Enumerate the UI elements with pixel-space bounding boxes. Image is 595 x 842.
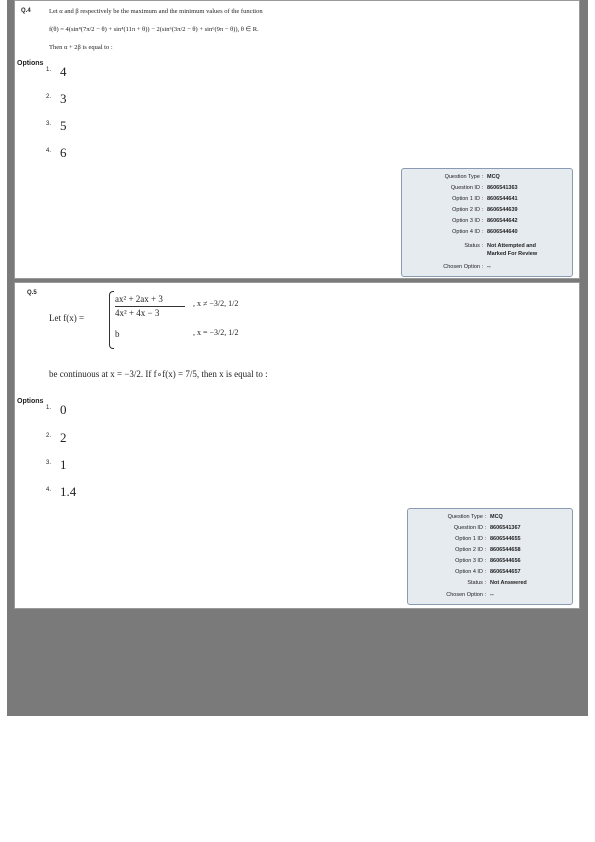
case1-condition: , x ≠ −3/2, 1/2 <box>193 299 239 308</box>
status-text: Not Answered <box>490 580 527 586</box>
question-number: Q.4 <box>21 8 31 14</box>
v-text: 5 <box>60 118 67 133</box>
case2-value: b <box>115 329 120 339</box>
options-label: Options <box>17 60 44 67</box>
piecewise-brace <box>109 291 114 349</box>
status-b-text: Marked For Review <box>487 251 538 257</box>
status-label-text: Status : <box>467 580 486 586</box>
id-text: 8606541367 <box>490 525 521 531</box>
v-text: 2 <box>60 430 67 445</box>
question-4-panel <box>14 0 580 279</box>
status-a-text: Not Attempted and <box>487 243 536 249</box>
function-label: Let f(x) = <box>49 313 85 323</box>
case1-numerator: ax² + 2ax + 3 <box>115 294 163 304</box>
n-text: 4. <box>46 487 52 493</box>
question-prompt: Then α + 2β is equal to : <box>49 44 113 51</box>
o3-text: 8606544642 <box>487 218 518 224</box>
o2-label-text: Option 2 ID : <box>452 207 483 213</box>
status-label-text: Status : <box>464 243 483 249</box>
o2-label-text: Option 2 ID : <box>455 547 486 553</box>
n-text: 2. <box>46 433 52 439</box>
o1-label-text: Option 1 ID : <box>452 196 483 202</box>
n-text: 3. <box>46 121 52 127</box>
o4-label-text: Option 4 ID : <box>455 569 486 575</box>
id-label-text: Question ID : <box>453 525 486 531</box>
id-text: 8606541363 <box>487 185 518 191</box>
case2-condition: , x = −3/2, 1/2 <box>193 328 239 337</box>
question-text: Let α and β respectively be the maximum and the minimum values of the function <box>49 8 263 15</box>
v-text: 6 <box>60 145 67 160</box>
options-label: Options <box>17 398 44 405</box>
o3-text: 8606544656 <box>490 558 521 564</box>
question-info-panel <box>407 508 573 605</box>
v-text: 1.4 <box>60 484 77 499</box>
o4-text: 8606544640 <box>487 229 518 235</box>
type-text: MCQ <box>487 174 500 180</box>
question-formula: f(θ) = 4(sin⁴(7π/2 − θ) + sin⁴(11π + θ)) − 2(sin⁶(3π/2 − θ) + sin⁶(9π − θ)), θ ∈ R. <box>49 26 259 33</box>
chosen-label-text: Chosen Option : <box>443 264 483 270</box>
id-label-text: Question ID : <box>450 185 483 191</box>
chosen-text: -- <box>487 264 491 270</box>
v-text: 4 <box>60 64 67 79</box>
o4-text: 8606544657 <box>490 569 521 575</box>
n-text: 4. <box>46 148 52 154</box>
o1-text: 8606544655 <box>490 536 521 542</box>
v-text: 1 <box>60 457 67 472</box>
case1-denominator: 4x² + 4x − 3 <box>115 308 160 318</box>
n-text: 3. <box>46 460 52 466</box>
o2-text: 8606544639 <box>487 207 518 213</box>
o3-label-text: Option 3 ID : <box>452 218 483 224</box>
o2-text: 8606544658 <box>490 547 521 553</box>
v-text: 0 <box>60 402 67 417</box>
type-label-text: Question Type : <box>447 514 486 520</box>
o3-label-text: Option 3 ID : <box>455 558 486 564</box>
type-text: MCQ <box>490 514 503 520</box>
type-label-text: Question Type : <box>444 174 483 180</box>
question-number: Q.5 <box>27 290 37 296</box>
o1-text: 8606544641 <box>487 196 518 202</box>
question-5-panel <box>14 282 580 609</box>
n-text: 2. <box>46 94 52 100</box>
n-text: 1. <box>46 67 52 73</box>
question-prompt: be continuous at x = −3/2. If f∘f(x) = 7/5, then x is equal to : <box>49 369 268 379</box>
n-text: 1. <box>46 405 52 411</box>
o1-label-text: Option 1 ID : <box>455 536 486 542</box>
chosen-text: -- <box>490 592 494 598</box>
o4-label-text: Option 4 ID : <box>452 229 483 235</box>
question-info-panel <box>401 168 573 277</box>
v-text: 3 <box>60 91 67 106</box>
fraction-bar <box>115 306 185 307</box>
chosen-label-text: Chosen Option : <box>446 592 486 598</box>
